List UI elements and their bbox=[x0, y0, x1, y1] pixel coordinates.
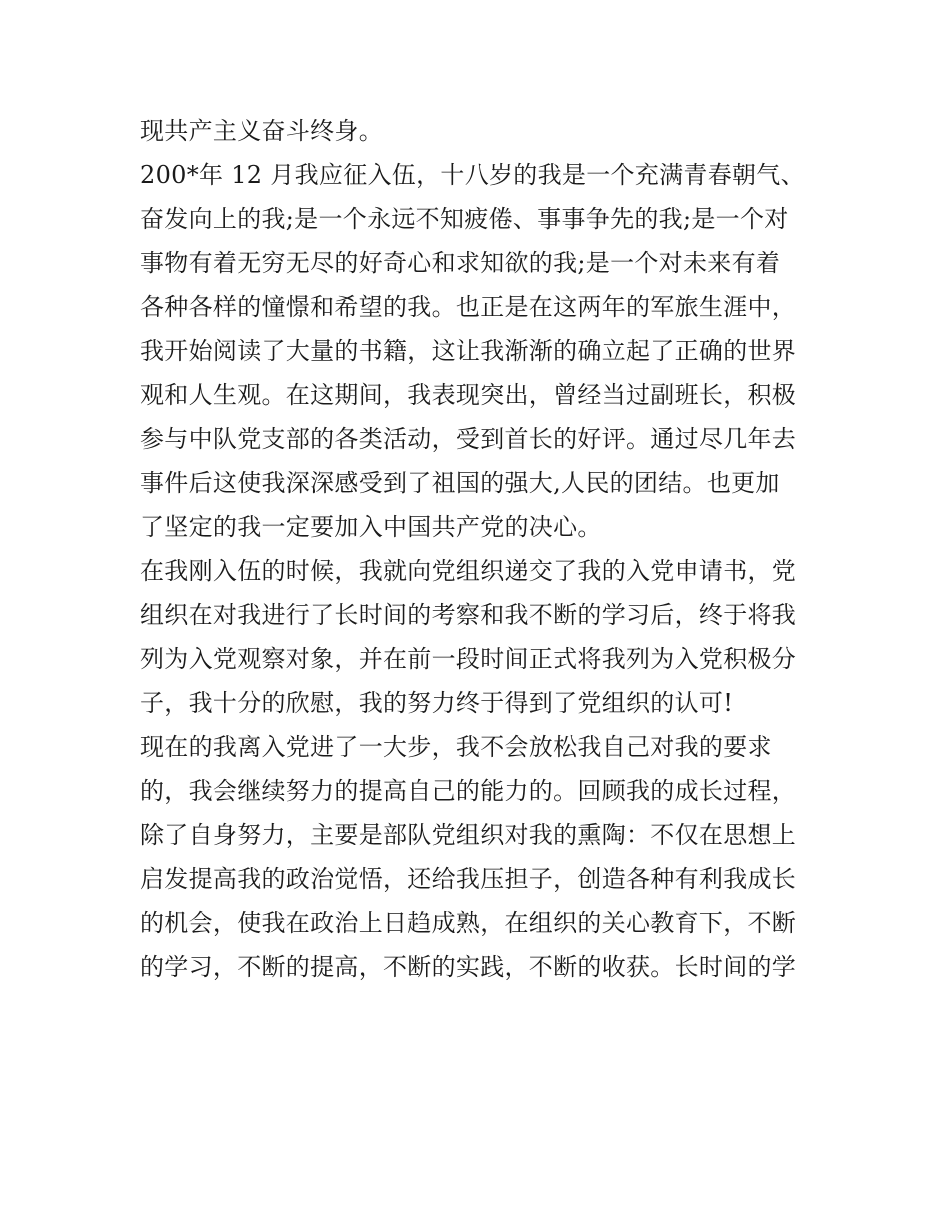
text-line: 现共产主义奋斗终身。 bbox=[140, 117, 383, 145]
text-line: 事物有着无穷无尽的好奇心和求知欲的我;是一个对未来有着 bbox=[140, 249, 781, 277]
text-line: 事件后这使我深深感受到了祖国的强大,人民的团结。也更加 bbox=[140, 469, 780, 497]
text-line: 在我刚入伍的时候，我就向党组织递交了我的入党申请书，党 bbox=[140, 557, 797, 585]
text-line: 子，我十分的欣慰，我的努力终于得到了党组织的认可! bbox=[140, 689, 734, 717]
text-line: 列为入党观察对象，并在前一段时间正式将我列为入党积极分 bbox=[140, 645, 797, 673]
text-line: 的，我会继续努力的提高自己的能力的。回顾我的成长过程， bbox=[140, 777, 797, 805]
text-line: 各种各样的憧憬和希望的我。也正是在这两年的军旅生涯中， bbox=[140, 293, 797, 321]
text-line: 现在的我离入党进了一大步，我不会放松我自己对我的要求 bbox=[140, 733, 772, 761]
text-line: 我开始阅读了大量的书籍，这让我渐渐的确立起了正确的世界 bbox=[140, 337, 797, 365]
text-line: 组织在对我进行了长时间的考察和我不断的学习后，终于将我 bbox=[140, 601, 797, 629]
text-line: 的机会，使我在政治上日趋成熟，在组织的关心教育下，不断 bbox=[140, 909, 797, 937]
text-line: 了坚定的我一定要加入中国共产党的决心。 bbox=[140, 513, 602, 541]
text-line: 启发提高我的政治觉悟，还给我压担子，创造各种有利我成长 bbox=[140, 865, 797, 893]
text-line: 参与中队党支部的各类活动，受到首长的好评。通过尽几年去 bbox=[140, 425, 797, 453]
text-line: 除了自身努力，主要是部队党组织对我的熏陶：不仅在思想上 bbox=[140, 821, 797, 849]
text-line: 200*年 12 月我应征入伍，十八岁的我是一个充满青春朝气、 bbox=[140, 161, 805, 189]
text-line: 的学习，不断的提高，不断的实践，不断的收获。长时间的学 bbox=[140, 953, 797, 981]
text-line: 奋发向上的我;是一个永远不知疲倦、事事争先的我;是一个对 bbox=[140, 205, 789, 233]
text-line: 观和人生观。在这期间，我表现突出，曾经当过副班长，积极 bbox=[140, 381, 797, 409]
document-body bbox=[140, 109, 820, 989]
